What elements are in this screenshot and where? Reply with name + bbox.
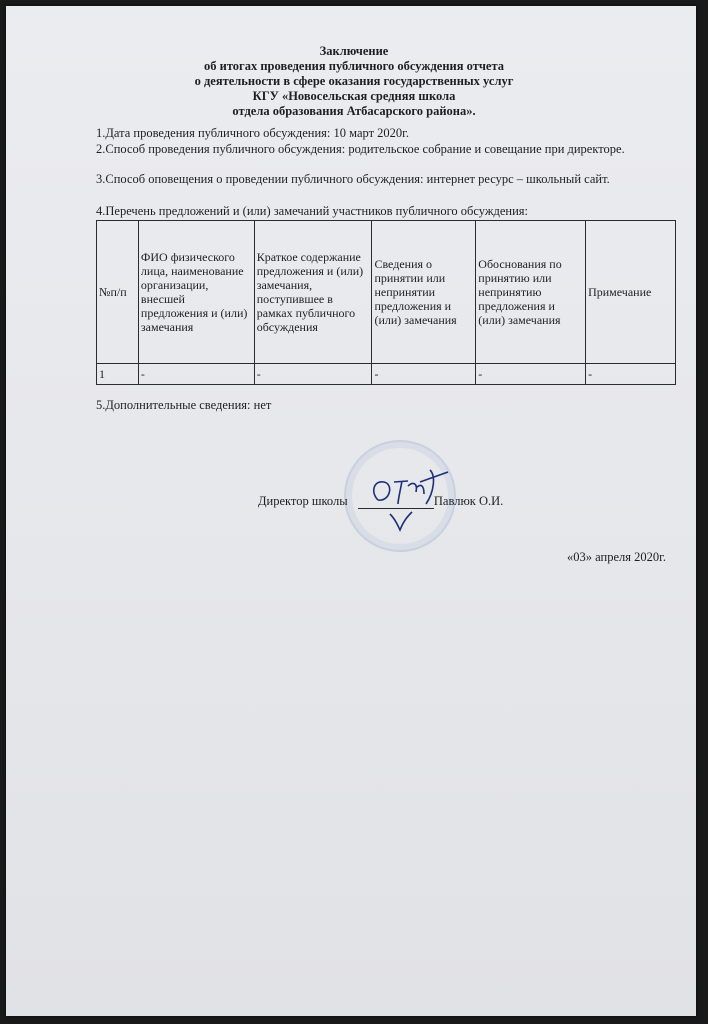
signature-line [358, 508, 434, 509]
header-cell: ФИО физического лица, наименование организации, внесшей предложения и (или) замечания [138, 221, 254, 364]
item-list-heading: 4.Перечень предложений и (или) замечаний участников публичного обсуждения: [96, 204, 528, 218]
table-header-row [97, 221, 676, 364]
header-cell: Примечание [586, 221, 676, 364]
item-additional-info: 5.Дополнительные сведения: нет [96, 398, 272, 412]
title-line: КГУ «Новосельская средняя школа [252, 89, 456, 103]
table-cell: - [138, 364, 254, 385]
item-date: 1.Дата проведения публичного обсуждения: 10 март 2020г. [96, 126, 410, 140]
signer-name: Павлюк О.И. [433, 494, 504, 508]
table-cell: - [372, 364, 476, 385]
signer-position: Директор школы [258, 494, 348, 508]
document-title [0, 44, 708, 119]
item-method: 2.Способ проведения публичного обсуждения: родительское собрание и совещание при директоре. [96, 142, 625, 156]
title-line: об итогах проведения публичного обсуждения отчета [204, 59, 504, 73]
proposals-table [96, 220, 676, 385]
header-cell: Обоснования по принятию или непринятию предложения и (или) замечания [476, 221, 586, 364]
table-cell: 1 [97, 364, 139, 385]
document-date: «03» апреля 2020г. [567, 550, 666, 564]
title-line: о деятельности в сфере оказания государственных услуг [194, 74, 514, 88]
table-cell: - [254, 364, 372, 385]
table-cell: - [476, 364, 586, 385]
header-cell: Краткое содержание предложения и (или) замечания, поступившее в рамках публичного обсуждения [254, 221, 372, 364]
signature-row [258, 494, 558, 509]
title-line: отдела образования Атбасарского района». [232, 104, 476, 118]
item-notification: 3.Способ оповещения о проведении публичного обсуждения: интернет ресурс – школьный сайт. [96, 172, 610, 186]
table-cell: - [586, 364, 676, 385]
table-row [97, 364, 676, 385]
header-cell: №п/п [97, 221, 139, 364]
header-cell: Сведения о принятии или непринятии предложения и (или) замечания [372, 221, 476, 364]
title-line: Заключение [319, 44, 389, 58]
